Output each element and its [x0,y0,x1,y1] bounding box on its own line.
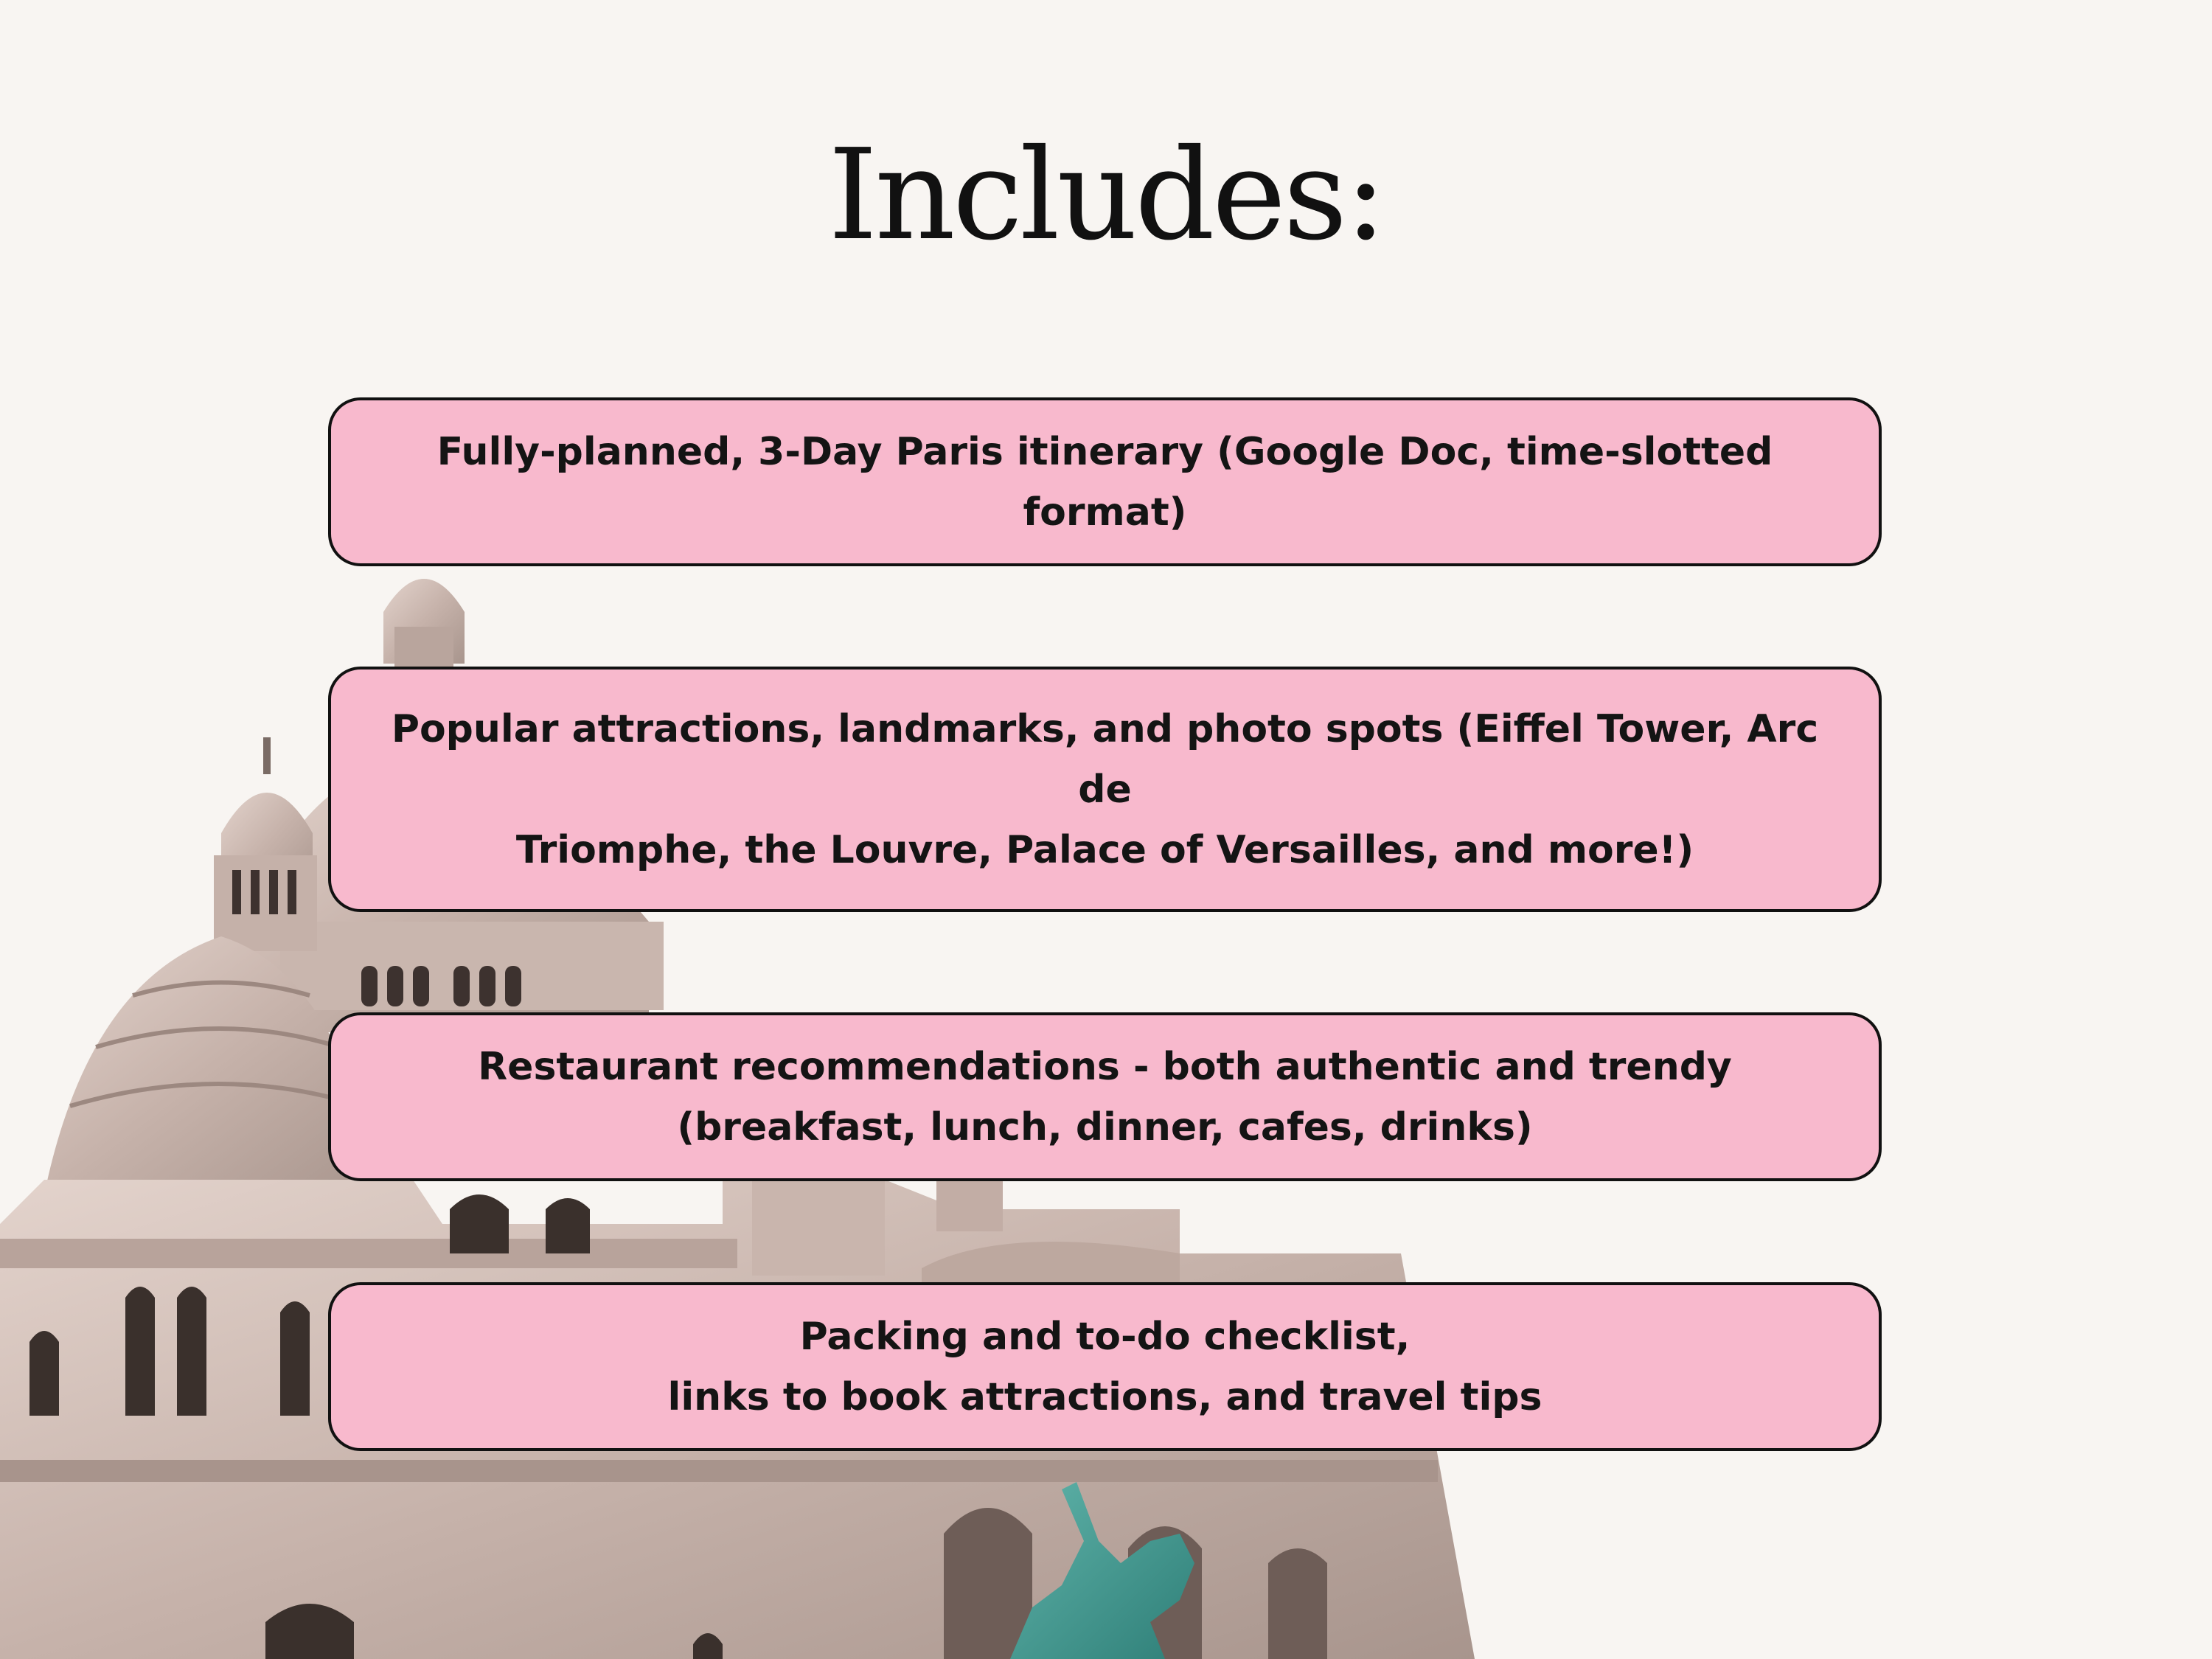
page-title: Includes: [828,122,1384,268]
feature-card-text: Restaurant recommendations - both authentic and trendy (breakfast, lunch, dinner, cafes, drinks) [478,1044,1732,1150]
feature-card-text: Fully-planned, 3-Day Paris itinerary (Google Doc, time-slotted format) [437,429,1773,535]
feature-card-text: Popular attractions, landmarks, and photo spots (Eiffel Tower, Arc de Triomphe, the Louvre, Palace of Versailles, and more!) [391,706,1819,872]
feature-card-checklist [328,1282,1882,1451]
feature-card-attractions [328,667,1882,912]
feature-card-itinerary [328,397,1882,566]
feature-card-restaurants [328,1012,1882,1181]
feature-card-text: Packing and to-do checklist, links to book attractions, and travel tips [667,1314,1543,1419]
